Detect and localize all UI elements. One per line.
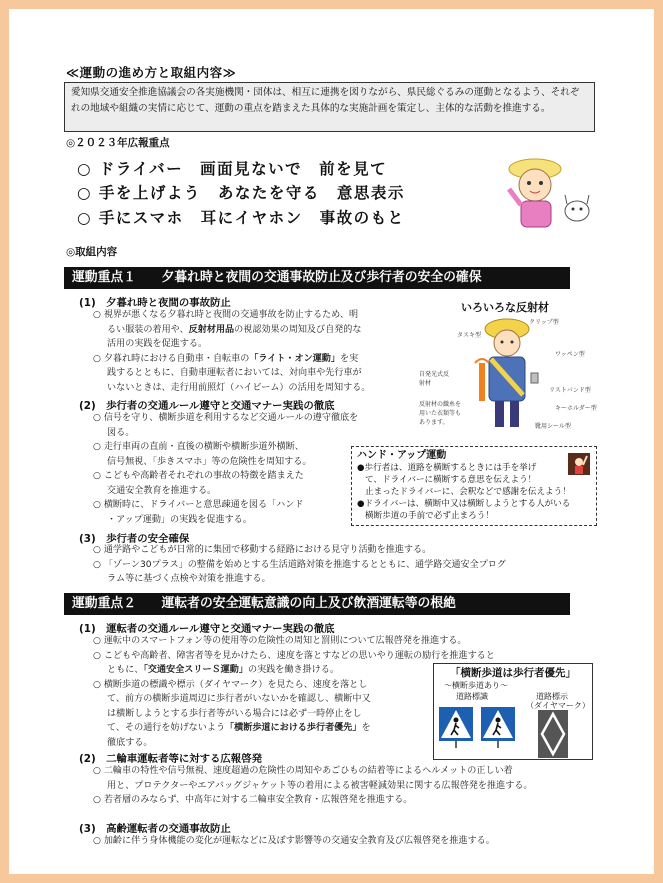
s1-sub1-bullets xyxy=(93,308,423,395)
text-line: ○ 走行車両の直前・直後の横断や横断歩道外横断、 xyxy=(93,442,304,452)
text-line: 止まったドライバーに、会釈などで感謝を伝えよう！ xyxy=(365,487,571,497)
text-line: 用と、プロテクターやエアバッグジャケット等の着用による被害軽減効果に関する広報啓発を推進する。 xyxy=(107,780,533,791)
hand-up-title: ハンド・アップ運動 xyxy=(357,450,447,461)
text-line: いないときは、走行用前照灯（ハイビーム）の活用を周知する。 xyxy=(107,382,371,393)
section-title: ≪運動の進め方と取組内容≫ xyxy=(66,65,237,80)
diamond-mark-icon xyxy=(538,710,568,758)
reflector-label: リストバンド型 xyxy=(549,387,591,394)
text-line: て、前方の横断歩道周辺に歩行者がいないかを確認し、横断中又 xyxy=(107,694,371,704)
crosswalk-subtitle: ～横断歩道あり～ xyxy=(444,681,508,690)
s1-sub2-bullets xyxy=(93,411,359,527)
s2-sub1-title: (1) 運転者の交通ルール遵守と交通マナー実践の徹底 xyxy=(79,623,335,635)
text-line: ・アップ運動」の実践を促進する。 xyxy=(107,514,252,525)
text-span: を xyxy=(361,723,371,733)
highlight-text: 「ライト・オン運動」 xyxy=(249,353,340,364)
text-line: ○ 二輪車の特性や信号無視、速度超過の危険性の周知やあごひもの結着等によるヘルメットの正しい着 xyxy=(93,766,513,776)
section2-band: 運動重点２ 運転者の安全運転意識の向上及び飲酒運転等の根絶 xyxy=(64,593,570,615)
road-sign-label: 道路標識 xyxy=(456,692,488,701)
reflector-label: タスキ型 xyxy=(457,332,482,339)
diamond-mark-label: （ダイヤマーク） xyxy=(526,701,590,710)
highlight-text: 反射材用品 xyxy=(188,324,235,335)
text-line xyxy=(93,352,423,367)
reflector-title: いろいろな反射材 xyxy=(461,301,549,314)
hand-up-text xyxy=(357,462,571,522)
text-line: は横断しようとする歩行者等がいる場合には必ず一時停止をし xyxy=(107,708,362,719)
s1-sub1-title: (1) 夕暮れ時と夜間の事故防止 xyxy=(79,297,231,309)
text-line: ○ こどもや高齢者、障害者等を見かけたら、速度を落とすなどの思いやり運転の励行を推進すると xyxy=(93,650,495,661)
slogan-2: ○ 手を上げよう あなたを守る 意思表示 xyxy=(77,184,405,202)
text-line: 交通安全教育を推進する。 xyxy=(107,485,217,496)
reflector-label: クリップ型 xyxy=(529,319,559,326)
slogan-3: ○ 手にスマホ 耳にイヤホン 事故のもと xyxy=(77,209,405,227)
reflector-label: 靴用シール型 xyxy=(535,423,571,430)
text-line: ○ 加齢に伴う身体機能の変化が運転などに及ぼす影響等の交通安全教育及び広報啓発を推進する。 xyxy=(93,836,495,846)
text-line: ●歩行者は、道路を横断するときには手を挙げ xyxy=(357,463,537,473)
document-page xyxy=(9,9,654,874)
text-line: 徹底する。 xyxy=(107,737,153,748)
text-span: の視認効果の周知及び自発的な xyxy=(234,324,362,335)
text-line: 践するとともに、自動車運転者においては、対向車や先行車が xyxy=(107,368,362,378)
crosswalk-sign-icon-1 xyxy=(438,706,474,748)
text-span: を実 xyxy=(340,353,359,364)
s1-sub3-bullets xyxy=(93,543,603,587)
text-line: ○ 信号を守り、横断歩道を利用するなど交通ルールの遵守徹底を xyxy=(93,413,359,423)
text-line: ○ こどもや高齢者それぞれの事故の特徴を踏まえた xyxy=(93,471,304,481)
text-line: ○ 「ゾーン30プラス」の整備を始めとする生活道路対策を推進するとともに、通学路交通安全プログ xyxy=(93,559,506,570)
reflector-figure xyxy=(417,299,597,437)
mascot-illustration xyxy=(497,149,597,239)
text-line: ○ 若者層のみならず、中高年に対する二輪車安全教育・広報啓発を推進する。 xyxy=(93,795,413,805)
pr-heading: ◎２０２３年広報重点 xyxy=(66,137,170,149)
hand-up-icon xyxy=(568,453,590,475)
text-line xyxy=(93,323,423,338)
s2-sub3-bullets xyxy=(93,834,603,849)
reflector-label: 反射材の織糸を用いた衣類等もあります。 xyxy=(419,401,462,426)
slogan-1: ○ ドライバー 画面見ないで 前を見て xyxy=(77,160,388,178)
intro-box: 愛知県交通安全推進協議会の各実施機関・団体は、相互に連携を図りながら、県民総ぐるみの運動となるよう、それぞれの地域や組織の実情に応じて、運動の重点を踏まえた具体的な実施計画を策定し、主体的な活動を推進する。 xyxy=(64,82,595,132)
text-line: ラム等に基づく点検や対策を推進する。 xyxy=(107,574,271,584)
text-line: ○ 視界が悪くなる夕暮れ時と夜間の交通事故を防止するため、明 xyxy=(93,310,359,320)
s1-sub2-title: (2) 歩行者の交通ルール遵守と交通マナー実践の徹底 xyxy=(79,400,335,412)
crosswalk-sign-box xyxy=(433,663,593,760)
text-line: 横断歩道の手前で必ず止まろう！ xyxy=(365,511,494,521)
crosswalk-sign-icon-2 xyxy=(480,706,516,748)
text-span: るい服装の着用や、 xyxy=(107,324,189,335)
crosswalk-title: 「横断歩道は歩行者優先」 xyxy=(450,667,576,679)
s1-sub3-title: (3) 歩行者の安全確保 xyxy=(79,533,190,545)
text-line: 活用の実践を促進する。 xyxy=(107,339,208,349)
reflector-label: ワッペン型 xyxy=(555,351,585,358)
text-span: ○ 夕暮れ時における自動車・自転車の xyxy=(93,353,250,364)
text-span: の実践を働き掛ける。 xyxy=(247,665,339,675)
text-line: 信号無視、「歩きスマホ」等の危険性を周知する。 xyxy=(107,456,312,467)
text-line: ○ 横断時に、ドライバーと意思疎通を図る「ハンド xyxy=(93,500,304,510)
text-line: 図る。 xyxy=(107,427,135,438)
text-line: ○ 運転中のスマートフォン等の使用等の危険性の周知と罰則について広報啓発を推進する。 xyxy=(93,636,467,646)
road-marking-label: 道路標示 xyxy=(536,692,568,701)
s2-sub3-title: (3) 高齢運転者の交通事故防止 xyxy=(79,823,231,835)
hand-up-box xyxy=(351,446,597,526)
text-line: て、ドライバーに横断する意思を伝えよう！ xyxy=(365,475,537,485)
section1-band: 運動重点１ 夕暮れ時と夜間の交通事故防止及び歩行者の安全の確保 xyxy=(64,267,570,289)
s2-sub2-title: (2) 二輪車運転者等に対する広報啓発 xyxy=(79,753,262,765)
reflector-label: 自発光式反射材 xyxy=(419,371,450,387)
text-span: ともに、 xyxy=(107,665,144,675)
reflector-label: キーホルダー型 xyxy=(555,405,597,412)
torikumi-heading: ◎取組内容 xyxy=(66,246,118,258)
text-span: て、その通行を妨げないよう xyxy=(107,723,226,733)
highlight-text: 「横断歩道における歩行者優先」 xyxy=(225,723,362,733)
text-line: ○ 横断歩道の標識や標示（ダイヤマーク）を見たら、速度を落とし xyxy=(93,679,368,690)
s2-sub2-bullets xyxy=(93,764,603,808)
text-line: ●ドライバーは、横断中又は横断しようとする人がいる xyxy=(357,499,571,509)
text-line: ○ 通学路やこどもが日常的に集団で移動する経路における見守り活動を推進する。 xyxy=(93,545,432,555)
highlight-text: 「交通安全スリーＳ運動」 xyxy=(143,665,248,675)
